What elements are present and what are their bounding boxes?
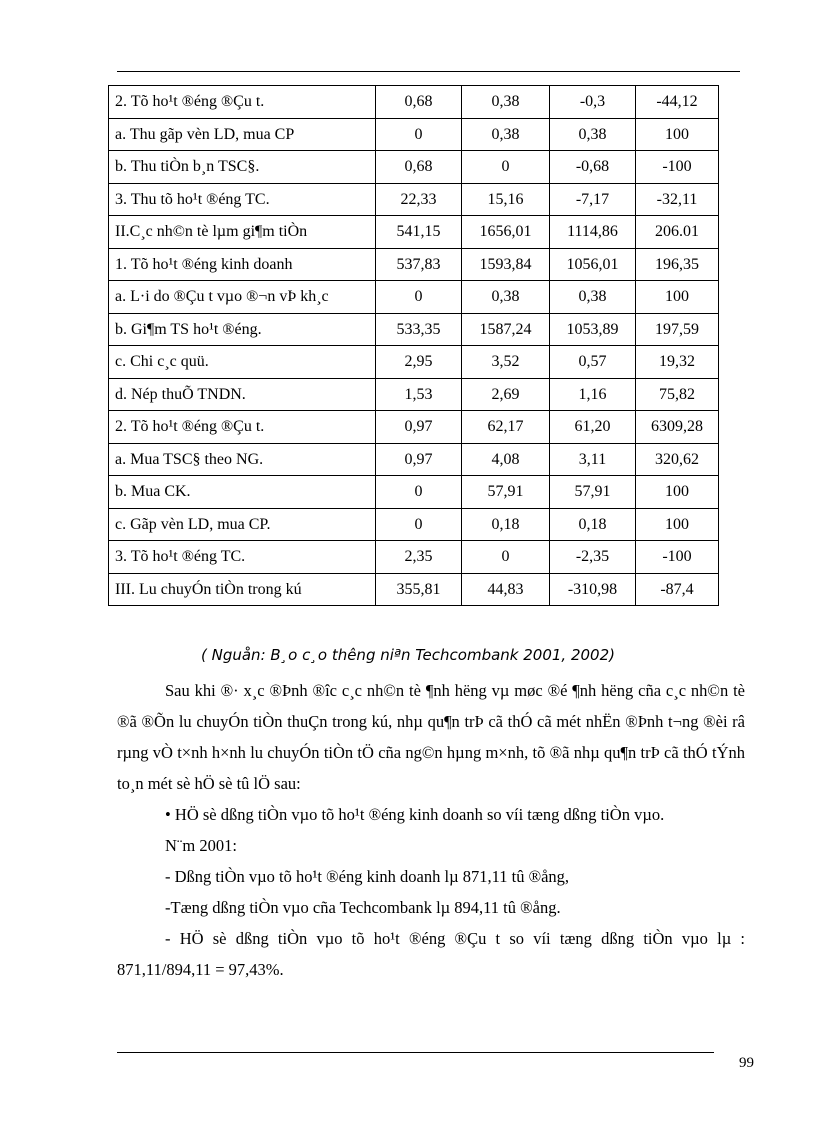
row-label: 2. Tõ ho¹t ®éng ®Çu t. xyxy=(109,86,376,119)
row-label: a. Thu gãp vèn LD, mua CP xyxy=(109,118,376,151)
header-rule xyxy=(117,71,740,72)
table-row xyxy=(109,541,719,574)
row-label: 2. Tõ ho¹t ®éng ®Çu t. xyxy=(109,411,376,444)
cash-flow-table xyxy=(108,85,719,606)
value-cell: 197,59 xyxy=(636,313,719,346)
value-cell: 0,97 xyxy=(376,443,462,476)
value-cell: 0 xyxy=(376,281,462,314)
paragraph-analysis: Sau khi ®· x¸c ®Þnh ®îc c¸c nh©n tè ¶nh hëng vµ møc ®é ¶nh hëng cña c¸c nh©n tè ®ã ®Õn lu chuyÓn tiÒn thuÇn trong kú, nhµ qu¶n trÞ cã thÓ cã mét nhËn ®Þnh t¬ng ®èi râ rµng vÒ t×nh h×nh lu chuyÓn tiÒn tÖ cña ng©n hµng m×nh, tõ ®ã nhµ qu¶n trÞ cã thÓ tÝnh to¸n mét sè hÖ sè tû lÖ sau: xyxy=(117,681,745,793)
table-row xyxy=(109,411,719,444)
value-cell: 15,16 xyxy=(462,183,550,216)
table-row xyxy=(109,573,719,606)
value-cell: 0,38 xyxy=(462,118,550,151)
value-cell: 537,83 xyxy=(376,248,462,281)
row-label: 1. Tõ ho¹t ®éng kinh doanh xyxy=(109,248,376,281)
value-cell: 1,16 xyxy=(550,378,636,411)
value-cell: 196,35 xyxy=(636,248,719,281)
row-label: b. Gi¶m TS ho¹t ®éng. xyxy=(109,313,376,346)
row-label: 3. Tõ ho¹t ®éng TC. xyxy=(109,541,376,574)
bullet-text: HÖ sè dßng tiÒn vµo tõ ho¹t ®éng kinh doanh so víi tæng dßng tiÒn vµo. xyxy=(174,805,665,824)
value-cell: 6309,28 xyxy=(636,411,719,444)
value-cell: -100 xyxy=(636,151,719,184)
value-cell: 75,82 xyxy=(636,378,719,411)
value-cell: 2,95 xyxy=(376,346,462,379)
body-text xyxy=(117,675,745,985)
value-cell: -310,98 xyxy=(550,573,636,606)
table-row xyxy=(109,151,719,184)
row-label: 3. Thu tõ ho¹t ®éng TC. xyxy=(109,183,376,216)
year-heading: N¨m 2001: xyxy=(165,836,237,855)
value-cell: 100 xyxy=(636,476,719,509)
value-cell: 100 xyxy=(636,281,719,314)
row-label: b. Thu tiÒn b¸n TSC§. xyxy=(109,151,376,184)
table-row xyxy=(109,281,719,314)
value-cell: 100 xyxy=(636,118,719,151)
value-cell: 3,11 xyxy=(550,443,636,476)
line-inflow-operating: - Dßng tiÒn vµo tõ ho¹t ®éng kinh doanh lµ 871,11 tû ®ång, xyxy=(165,867,570,886)
value-cell: 0,68 xyxy=(376,151,462,184)
table-row xyxy=(109,183,719,216)
value-cell: 1587,24 xyxy=(462,313,550,346)
table-row xyxy=(109,443,719,476)
line-ratio: - HÖ sè dßng tiÒn vµo tõ ho¹t ®éng ®Çu t so víi tæng dßng tiÒn vµo lµ : 871,11/894,11 = 97,43%. xyxy=(117,929,745,979)
value-cell: 2,69 xyxy=(462,378,550,411)
footer-rule xyxy=(117,1052,714,1053)
line-total-inflow: -Tæng dßng tiÒn vµo cña Techcombank lµ 894,11 tû ®ång. xyxy=(165,898,561,917)
row-label: a. L·i do ®Çu t vµo ®¬n vÞ kh¸c xyxy=(109,281,376,314)
row-label: a. Mua TSC§ theo NG. xyxy=(109,443,376,476)
value-cell: 0,38 xyxy=(462,281,550,314)
value-cell: 2,35 xyxy=(376,541,462,574)
bullet-item xyxy=(117,799,745,830)
value-cell: 0 xyxy=(376,508,462,541)
value-cell: 3,52 xyxy=(462,346,550,379)
value-cell: 22,33 xyxy=(376,183,462,216)
bullet-icon: • xyxy=(165,805,175,824)
value-cell: 19,32 xyxy=(636,346,719,379)
value-cell: -2,35 xyxy=(550,541,636,574)
value-cell: 0,38 xyxy=(550,118,636,151)
table-row xyxy=(109,248,719,281)
value-cell: 0 xyxy=(462,541,550,574)
table-row xyxy=(109,346,719,379)
value-cell: 0,68 xyxy=(376,86,462,119)
table-row xyxy=(109,313,719,346)
value-cell: 355,81 xyxy=(376,573,462,606)
value-cell: 0,38 xyxy=(550,281,636,314)
value-cell: 44,83 xyxy=(462,573,550,606)
value-cell: 4,08 xyxy=(462,443,550,476)
row-label: c. Gãp vèn LD, mua CP. xyxy=(109,508,376,541)
table-body xyxy=(109,86,719,606)
value-cell: -87,4 xyxy=(636,573,719,606)
value-cell: 0 xyxy=(376,118,462,151)
value-cell: 0,18 xyxy=(462,508,550,541)
value-cell: 0,38 xyxy=(462,86,550,119)
value-cell: 0,18 xyxy=(550,508,636,541)
value-cell: 0,57 xyxy=(550,346,636,379)
source-note: ( Nguån: B¸o c¸o thêng niªn Techcombank 2001, 2002) xyxy=(201,646,615,664)
value-cell: 62,17 xyxy=(462,411,550,444)
value-cell: 533,35 xyxy=(376,313,462,346)
table-row xyxy=(109,476,719,509)
value-cell: 0 xyxy=(376,476,462,509)
value-cell: 541,15 xyxy=(376,216,462,249)
table-row xyxy=(109,508,719,541)
value-cell: 206.01 xyxy=(636,216,719,249)
value-cell: -100 xyxy=(636,541,719,574)
value-cell: -0,68 xyxy=(550,151,636,184)
value-cell: 100 xyxy=(636,508,719,541)
row-label: II.C¸c nh©n tè lµm gi¶m tiÒn xyxy=(109,216,376,249)
value-cell: 61,20 xyxy=(550,411,636,444)
value-cell: 320,62 xyxy=(636,443,719,476)
table-row xyxy=(109,378,719,411)
value-cell: 1053,89 xyxy=(550,313,636,346)
value-cell: -32,11 xyxy=(636,183,719,216)
value-cell: -0,3 xyxy=(550,86,636,119)
value-cell: 1593,84 xyxy=(462,248,550,281)
row-label: b. Mua CK. xyxy=(109,476,376,509)
row-label: c. Chi c¸c quü. xyxy=(109,346,376,379)
row-label: III. Lu chuyÓn tiÒn trong kú xyxy=(109,573,376,606)
table-row xyxy=(109,118,719,151)
value-cell: 1056,01 xyxy=(550,248,636,281)
value-cell: 0,97 xyxy=(376,411,462,444)
value-cell: 0 xyxy=(462,151,550,184)
value-cell: -44,12 xyxy=(636,86,719,119)
value-cell: 1,53 xyxy=(376,378,462,411)
table-row xyxy=(109,216,719,249)
value-cell: 57,91 xyxy=(550,476,636,509)
value-cell: 1656,01 xyxy=(462,216,550,249)
value-cell: -7,17 xyxy=(550,183,636,216)
value-cell: 1114,86 xyxy=(550,216,636,249)
value-cell: 57,91 xyxy=(462,476,550,509)
table-row xyxy=(109,86,719,119)
row-label: d. Nép thuÕ TNDN. xyxy=(109,378,376,411)
page-number: 99 xyxy=(739,1055,754,1071)
